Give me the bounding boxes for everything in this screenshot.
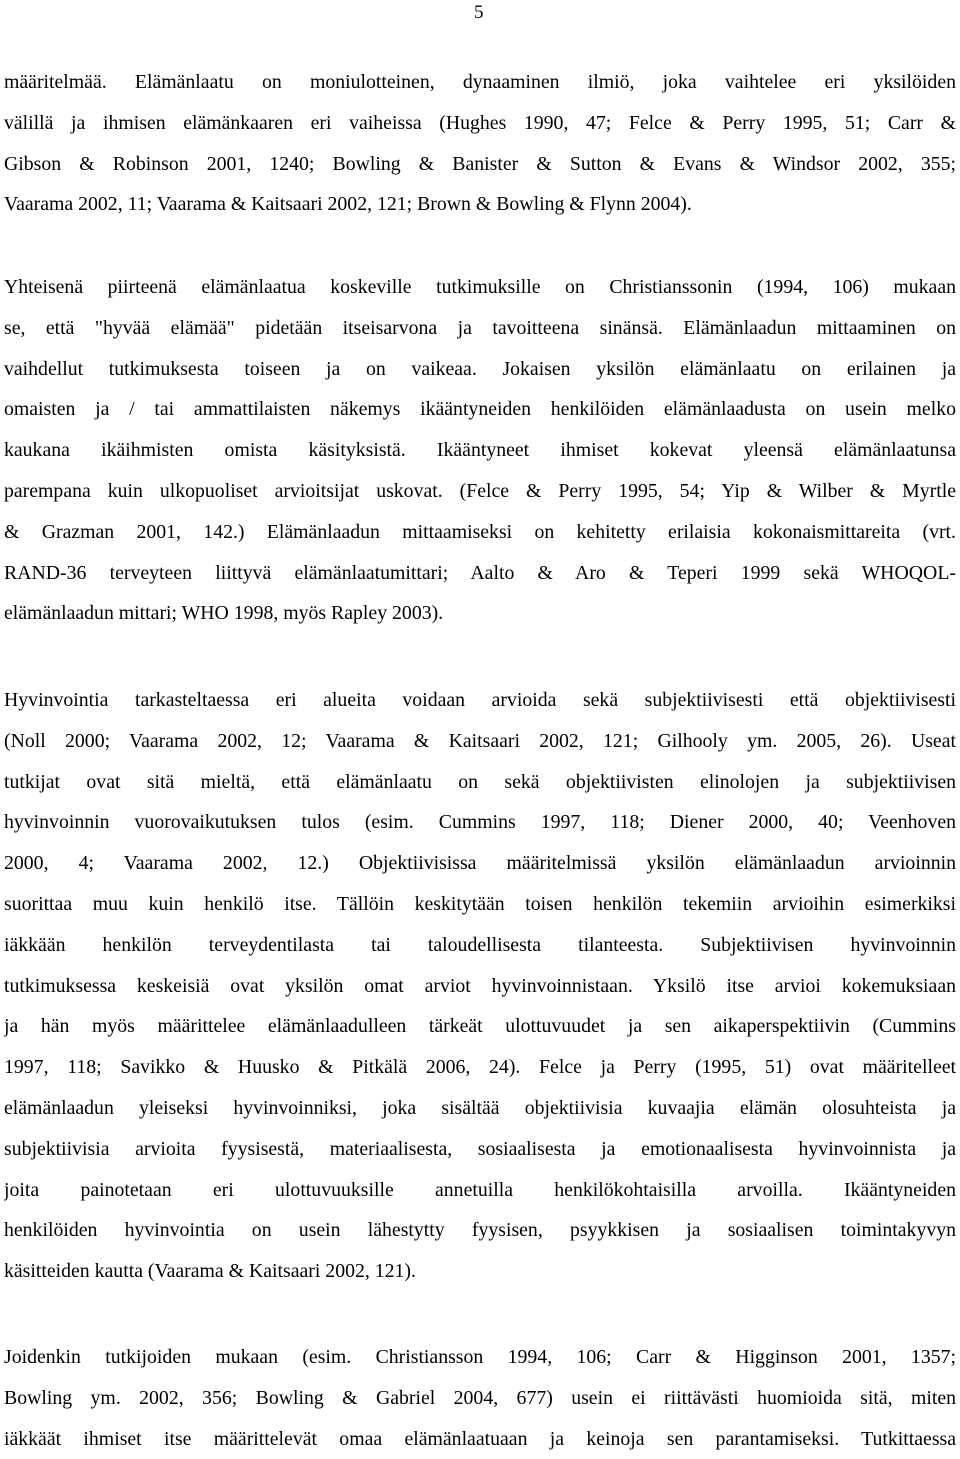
text-line: se, että "hyvää elämää" pidetään itseisarvona ja tavoitteena sinänsä. Elämänlaadun mittaaminen on [4,316,956,339]
text-line: käsitteiden kautta (Vaarama & Kaitsaari 2002, 121). [4,1260,416,1283]
text-line: omaisten ja / tai ammattilaisten näkemys ikääntyneiden henkilöiden elämänlaadusta on usein melko [4,398,956,421]
text-line: parempana kuin ulkopuoliset arvioitsijat uskovat. (Felce & Perry 1995, 54; Yip & Wilber & Myrtle [4,479,956,502]
text-line: henkilöiden hyvinvointia on usein lähestytty fyysisen, psyykkisen ja sosiaalisen toimintakyvyn [4,1219,956,1242]
text-line: tutkimuksessa keskeisiä ovat yksilön omat arviot hyvinvoinnistaan. Yksilö itse arvioi kokemuksiaan [4,974,956,997]
text-line: elämänlaadun mittari; WHO 1998, myös Rapley 2003). [4,602,444,625]
text-line: hyvinvoinnin vuorovaikutuksen tulos (esim. Cummins 1997, 118; Diener 2000, 40; Veenhoven [4,811,956,834]
text-line: määritelmää. Elämänlaatu on moniulotteinen, dynaaminen ilmiö, joka vaihtelee eri yksilöiden [4,71,956,93]
text-line: 2000, 4; Vaarama 2002, 12.) Objektiivisissa määritelmissä yksilön elämänlaadun arvioinnin [4,852,956,875]
text-line: (Noll 2000; Vaarama 2002, 12; Vaarama & Kaitsaari 2002, 121; Gilhooly ym. 2005, 26). Useat [4,729,956,752]
text-line: suorittaa muu kuin henkilö itse. Tällöin keskitytään toisen henkilön tekemiin arvioihin esimerkiksi [4,892,956,915]
text-line: & Grazman 2001, 142.) Elämänlaadun mittaamiseksi on kehitetty erilaisia kokonaismittareita (vrt. [4,520,956,543]
text-line: Gibson & Robinson 2001, 1240; Bowling & Banister & Sutton & Evans & Windsor 2002, 355; [4,152,956,175]
text-line: vaihdellut tutkimuksesta toiseen ja on vaikeaa. Jokaisen yksilön elämänlaatu on erilainen ja [4,357,956,380]
paragraph-quality-of-life-definition [4,62,956,225]
text-line: Vaarama 2002, 11; Vaarama & Kaitsaari 2002, 121; Brown & Bowling & Flynn 2004). [4,193,692,216]
text-line: subjektiivisia arvioita fyysisestä, materiaalisesta, sosiaalisesta ja emotionaalisesta hyvinvoinnista ja [4,1137,956,1160]
text-line: iäkkäät ihmiset itse määrittelevät omaa elämänlaatuaan ja keinoja sen parantamiseksi. Tutkittaessa [4,1427,956,1450]
text-line: tutkijat ovat sitä mieltä, että elämänlaatu on sekä objektiivisten elinolojen ja subjektiivisen [4,770,956,793]
paragraph-common-features [4,267,956,634]
paragraph-wellbeing-assessment [4,680,956,1292]
text-line: Yhteisenä piirteenä elämänlaatua koskeville tutkimuksille on Christianssonin (1994, 106) mukaan [4,276,956,298]
paragraph-researchers-view [4,1337,956,1459]
text-line: Joidenkin tutkijoiden mukaan (esim. Christiansson 1994, 106; Carr & Higginson 2001, 1357; [4,1346,956,1368]
text-line: RAND-36 terveyteen liittyvä elämänlaatumittari; Aalto & Aro & Teperi 1999 sekä WHOQOL- [4,561,956,584]
text-line: välillä ja ihmisen elämänkaaren eri vaiheissa (Hughes 1990, 47; Felce & Perry 1995, 51; Carr & [4,111,956,134]
text-line: joita painotetaan eri ulottuvuuksille annetuilla henkilökohtaisilla arvoilla. Ikääntyneiden [4,1178,956,1201]
text-line: iäkkään henkilön terveydentilasta tai taloudellisesta tilanteesta. Subjektiivisen hyvinvoinnin [4,933,956,956]
text-line: kaukana ikäihmisten omista käsityksistä. Ikääntyneet ihmiset kokevat yleensä elämänlaatunsa [4,439,956,462]
text-line: 1997, 118; Savikko & Huusko & Pitkälä 2006, 24). Felce ja Perry (1995, 51) ovat määritelleet [4,1056,956,1079]
text-line: Hyvinvointia tarkasteltaessa eri alueita voidaan arvioida sekä subjektiivisesti että objektiivisesti [4,689,956,711]
page-number: 5 [474,2,484,23]
text-line: Bowling ym. 2002, 356; Bowling & Gabriel 2004, 677) usein ei riittävästi huomioida sitä, miten [4,1386,956,1409]
text-line: ja hän myös määrittelee elämänlaadulleen tärkeät ulottuvuudet ja sen aikaperspektiivin (Cummins [4,1015,956,1038]
text-line: elämänlaadun yleiseksi hyvinvoinniksi, joka sisältää objektiivisia kuvaajia elämän olosuhteista ja [4,1096,956,1119]
